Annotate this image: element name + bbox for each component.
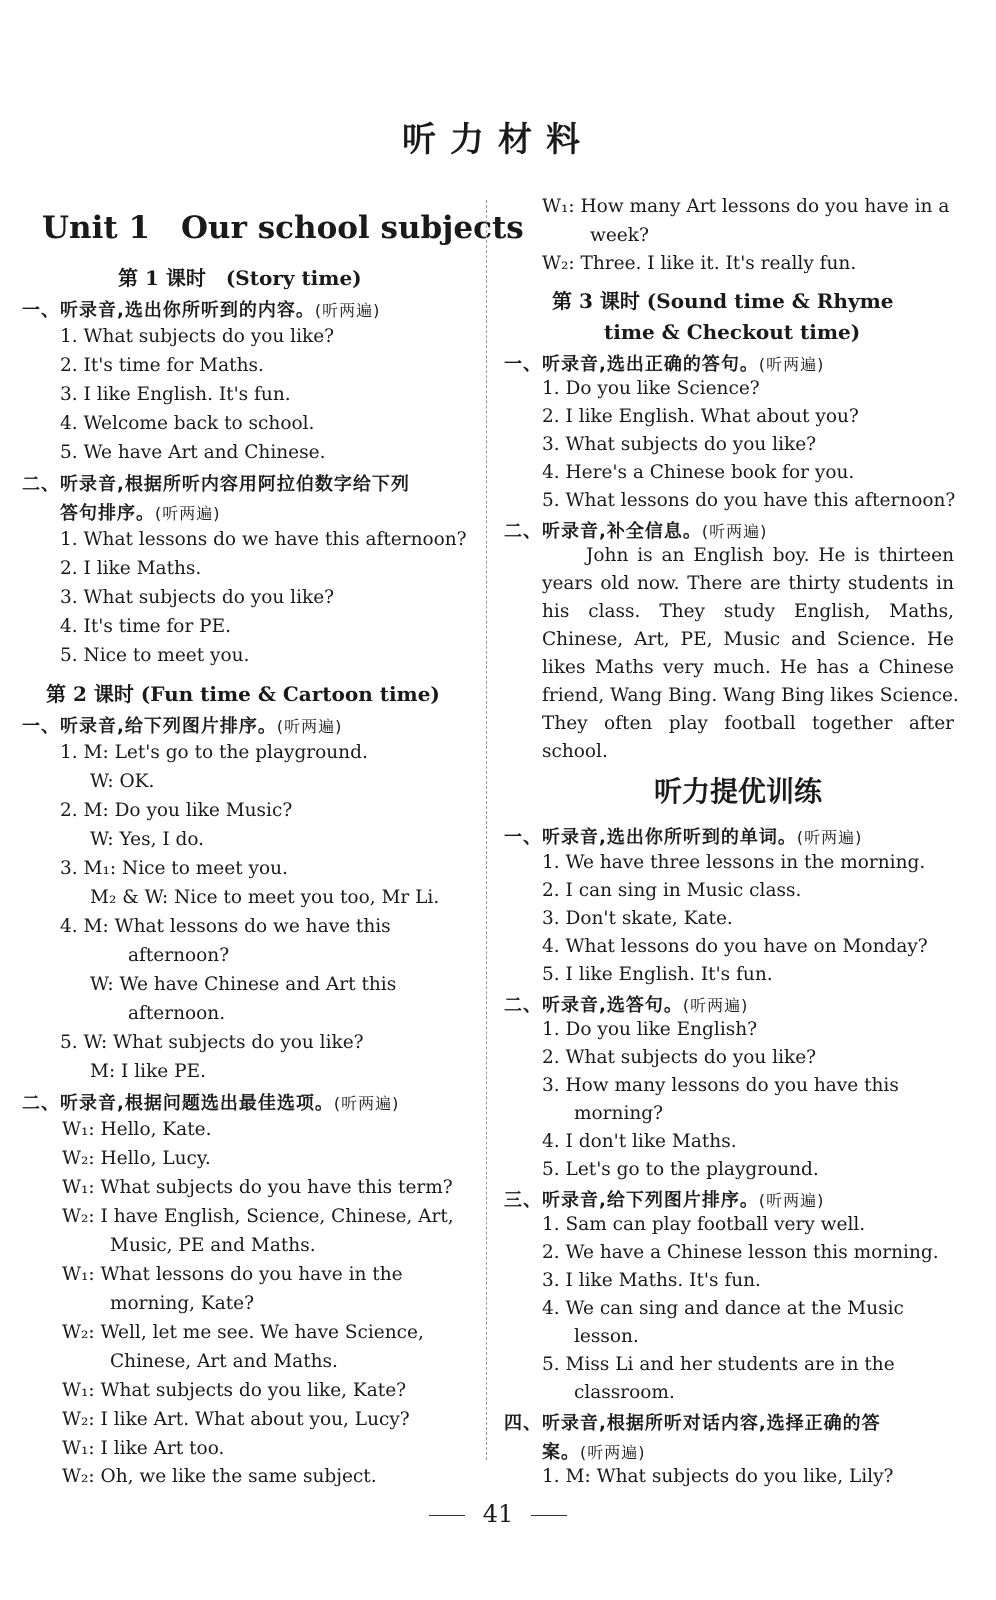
- text-line: W₁: What subjects do you have this term?: [62, 1177, 453, 1198]
- text-line: W₁: I like Art too.: [62, 1438, 225, 1459]
- text-line: years old now. There are thirty students in: [542, 573, 954, 594]
- text-line: friend, Wang Bing. Wang Bing likes Science.: [542, 685, 959, 706]
- text-line: M: I like PE.: [90, 1061, 206, 1082]
- text-line: W₁: What lessons do you have in the: [62, 1264, 403, 1285]
- text-line: his class. They study English, Maths,: [542, 601, 954, 622]
- section-heading: 一、听录音,选出正确的答句。(听两遍): [504, 354, 825, 375]
- text-line: W: We have Chinese and Art this: [90, 974, 397, 995]
- text-line: week?: [590, 225, 649, 246]
- text-line: 5. We have Art and Chinese.: [60, 442, 326, 463]
- listen-twice-note: (听两遍): [758, 355, 825, 374]
- text-line: likes Maths very much. He has a Chinese: [542, 657, 954, 678]
- text-line: W₁: Hello, Kate.: [62, 1119, 212, 1140]
- text-line: 1. What subjects do you like?: [60, 326, 335, 347]
- text-line: W₂: I have English, Science, Chinese, Art,: [62, 1206, 454, 1227]
- text-line: W₂: I like Art. What about you, Lucy?: [62, 1409, 410, 1430]
- lesson-heading: 第 2 课时 (Fun time & Cartoon time): [46, 682, 440, 706]
- text-line: morning, Kate?: [110, 1293, 255, 1314]
- section-heading: 一、听录音,选出你所听到的内容。(听两遍): [22, 300, 381, 321]
- text-line: 4. It's time for PE.: [60, 616, 231, 637]
- text-line: 2. What subjects do you like?: [542, 1047, 817, 1068]
- text-line: afternoon.: [128, 1003, 226, 1024]
- text-line: 2. We have a Chinese lesson this morning.: [542, 1242, 939, 1263]
- text-line: 5. Miss Li and her students are in the: [542, 1354, 895, 1375]
- text-line: W: Yes, I do.: [90, 829, 205, 850]
- listen-twice-note: (听两遍): [758, 1191, 825, 1210]
- listen-twice-note: (听两遍): [333, 1094, 400, 1113]
- text-line: 4. Welcome back to school.: [60, 413, 315, 434]
- page-title: 听力材料: [402, 120, 594, 160]
- unit-title: Unit 1 Our school subjects: [42, 210, 524, 246]
- text-line: 5. W: What subjects do you like?: [60, 1032, 364, 1053]
- section-title: 听力提优训练: [653, 775, 822, 808]
- text-line: 2. I like Maths.: [60, 558, 202, 579]
- text-line: 4. M: What lessons do we have this: [60, 916, 391, 937]
- text-line: W₁: How many Art lessons do you have in a: [542, 196, 950, 217]
- text-line: 2. I can sing in Music class.: [542, 880, 802, 901]
- text-line: school.: [542, 741, 608, 762]
- text-line: 1. We have three lessons in the morning.: [542, 852, 926, 873]
- text-line: 1. Sam can play football very well.: [542, 1214, 866, 1235]
- section-heading: 一、听录音,给下列图片排序。(听两遍): [22, 716, 343, 737]
- listen-twice-note: (听两遍): [796, 828, 863, 847]
- text-line: 2. M: Do you like Music?: [60, 800, 293, 821]
- text-line: afternoon?: [128, 945, 230, 966]
- page-number: 41: [0, 1500, 996, 1528]
- text-line: 1. Do you like Science?: [542, 378, 760, 399]
- text-line: 4. I don't like Maths.: [542, 1131, 737, 1152]
- text-line: 3. I like English. It's fun.: [60, 384, 291, 405]
- lesson-heading: 第 3 课时 (Sound time & Rhyme: [552, 289, 894, 313]
- text-line: 5. Nice to meet you.: [60, 645, 250, 666]
- lesson-heading: 第 1 课时 (Story time): [118, 266, 362, 290]
- text-line: 3. M₁: Nice to meet you.: [60, 858, 288, 879]
- text-line: M₂ & W: Nice to meet you too, Mr Li.: [90, 887, 440, 908]
- text-line: W₁: What subjects do you like, Kate?: [62, 1380, 407, 1401]
- text-line: 5. What lessons do you have this afternoon?: [542, 490, 956, 511]
- text-line: 1. What lessons do we have this afternoon?: [60, 529, 467, 550]
- text-line: 3. What subjects do you like?: [542, 434, 817, 455]
- text-line: 5. I like English. It's fun.: [542, 964, 773, 985]
- text-line: 4. What lessons do you have on Monday?: [542, 936, 928, 957]
- section-heading: 案。(听两遍): [542, 1442, 646, 1463]
- text-line: 4. Here's a Chinese book for you.: [542, 462, 855, 483]
- section-heading: 二、听录音,选答句。(听两遍): [504, 995, 749, 1016]
- section-heading: 二、听录音,补全信息。(听两遍): [504, 521, 768, 542]
- text-line: 1. M: What subjects do you like, Lily?: [542, 1466, 894, 1487]
- listen-twice-note: (听两遍): [701, 522, 768, 541]
- text-line: 1. M: Let's go to the playground.: [60, 742, 368, 763]
- section-heading: 二、听录音,根据所听内容用阿拉伯数字给下列: [22, 474, 410, 495]
- text-line: morning?: [574, 1103, 664, 1124]
- section-heading: 答句排序。(听两遍): [60, 503, 221, 524]
- section-heading: 二、听录音,根据问题选出最佳选项。(听两遍): [22, 1093, 400, 1114]
- text-line: Chinese, Art, PE, Music and Science. He: [542, 629, 954, 650]
- text-line: 3. How many lessons do you have this: [542, 1075, 899, 1096]
- text-line: classroom.: [574, 1382, 675, 1403]
- text-line: 3. What subjects do you like?: [60, 587, 335, 608]
- text-line: W₂: Oh, we like the same subject.: [62, 1466, 377, 1487]
- text-line: They often play football together after: [542, 713, 954, 734]
- section-heading: 四、听录音,根据所听对话内容,选择正确的答: [504, 1413, 881, 1434]
- text-line: 2. I like English. What about you?: [542, 406, 859, 427]
- text-line: W₂: Well, let me see. We have Science,: [62, 1322, 424, 1343]
- listen-twice-note: (听两遍): [155, 504, 221, 523]
- text-line: 1. Do you like English?: [542, 1019, 758, 1040]
- text-line: 3. I like Maths. It's fun.: [542, 1270, 761, 1291]
- listen-twice-note: (听两遍): [314, 301, 381, 320]
- listen-twice-note: (听两遍): [276, 717, 343, 736]
- text-line: W₂: Hello, Lucy.: [62, 1148, 211, 1169]
- text-line: 4. We can sing and dance at the Music: [542, 1298, 904, 1319]
- text-line: 5. Let's go to the playground.: [542, 1159, 819, 1180]
- lesson-heading: time & Checkout time): [604, 320, 861, 344]
- text-line: John is an English boy. He is thirteen: [586, 545, 954, 566]
- text-line: W₂: Three. I like it. It's really fun.: [542, 253, 857, 274]
- text-line: lesson.: [574, 1326, 639, 1347]
- listen-twice-note: (听两遍): [580, 1443, 646, 1462]
- text-line: 3. Don't skate, Kate.: [542, 908, 733, 929]
- listen-twice-note: (听两遍): [682, 996, 749, 1015]
- section-heading: 三、听录音,给下列图片排序。(听两遍): [504, 1190, 825, 1211]
- section-heading: 一、听录音,选出你所听到的单词。(听两遍): [504, 827, 863, 848]
- column-divider: [486, 200, 487, 1460]
- text-line: W: OK.: [90, 771, 155, 792]
- text-line: Music, PE and Maths.: [110, 1235, 316, 1256]
- text-line: Chinese, Art and Maths.: [110, 1351, 338, 1372]
- text-line: 2. It's time for Maths.: [60, 355, 264, 376]
